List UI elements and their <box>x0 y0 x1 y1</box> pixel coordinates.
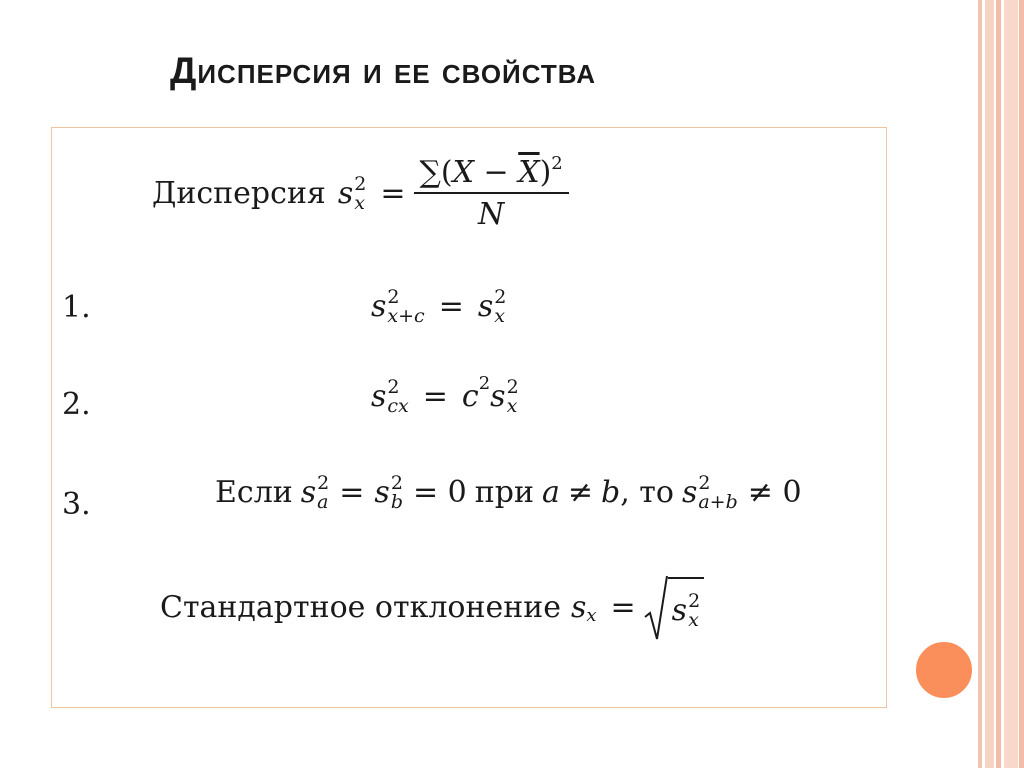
variance-definition <box>152 153 569 232</box>
property-1-formula: s 2 x+c = s 2 x <box>371 286 507 327</box>
item-number: 2. <box>62 387 91 422</box>
decor-stripe <box>1004 0 1018 768</box>
fraction-denominator: N <box>478 197 505 232</box>
var-index: 2 x <box>354 173 367 214</box>
decor-stripe <box>996 0 1001 768</box>
equals-sign: = <box>380 176 406 211</box>
item-number: 1. <box>62 290 91 325</box>
decor-stripe <box>985 0 994 768</box>
std-deviation-formula: Стандартное отклонение s x = s 2 x <box>160 575 704 641</box>
var-s: s <box>337 176 354 211</box>
variance-fraction <box>414 153 569 232</box>
fraction-numerator: $\sum(X - \overline{X})^2$ <box>414 158 569 194</box>
property-3-formula: Если s 2 a = s 2 b = 0 при a ≠ b , то s 2 a+b ≠ 0 <box>215 472 802 513</box>
std-label: Стандартное отклонение <box>160 590 561 625</box>
decor-stripe <box>978 0 982 768</box>
decor-circle <box>913 639 975 701</box>
slide-title: Дисперсия и ее свойства <box>170 50 596 91</box>
sqrt-icon: s 2 x <box>644 575 705 641</box>
variance-label: Дисперсия <box>152 176 326 211</box>
property-2-formula: s 2 cx = c 2 s 2 x <box>371 373 519 417</box>
decor-stripe <box>1019 0 1024 768</box>
item-number: 3. <box>62 487 91 522</box>
